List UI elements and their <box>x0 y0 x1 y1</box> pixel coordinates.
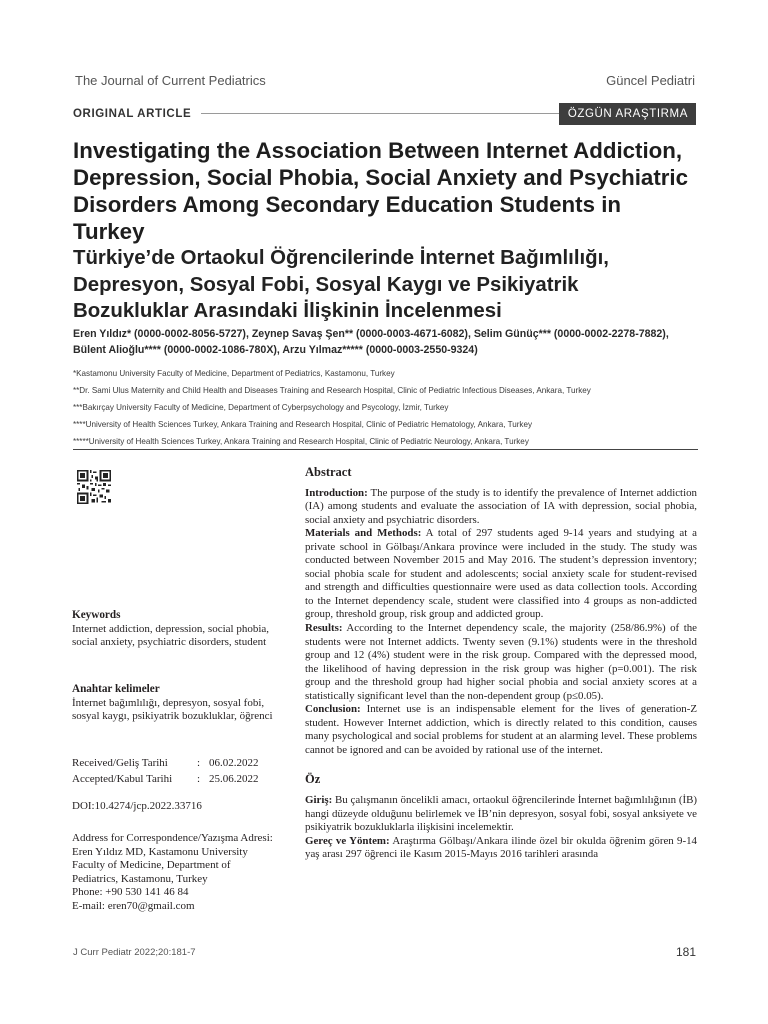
received-label: Received/Geliş Tarihi <box>72 757 168 769</box>
conclusion-text: Internet use is an indispensable element for the lives of generation-Z student. However Internet addiction, which is directly related to this condition, causes many psychological and social problems for student at an alarming level. These problems cannot be ignored and can be avoided by rational use of the internet. <box>305 703 697 756</box>
affiliation-item: **Dr. Sami Ulus Maternity and Child Health and Diseases Training and Research Hospital, Clinic of Pediatric Infectious Diseases, Ankara, Turkey <box>73 386 591 395</box>
keywords-block <box>72 609 287 650</box>
qr-code-icon <box>77 470 111 504</box>
accepted-label: Accepted/Kabul Tarihi <box>72 772 173 785</box>
keywords-text: Internet addiction, depression, social phobia, social anxiety, psychiatric disorders, student <box>72 622 270 648</box>
article-type-tr: ÖZGÜN ARAŞTIRMA <box>559 103 696 125</box>
accepted-row <box>72 772 287 788</box>
correspondence-address <box>72 832 287 914</box>
address-line: Faculty of Medicine, Department of <box>72 859 231 872</box>
affiliation-item: *****University of Health Sciences Turkey, Ankara Training and Research Hospital, Clinic of Pediatric Neurology, Ankara, Turkey <box>73 437 529 446</box>
intro-label: Introduction: <box>305 486 368 499</box>
journal-name-en: The Journal of Current Pediatrics <box>75 73 266 88</box>
affiliation-item: ***Bakırçay University Faculty of Medicine, Department of Cyberpsychology and Psycology, İzmir, Turkey <box>73 403 449 412</box>
received-date: 06.02.2022 <box>209 757 259 769</box>
section-divider <box>73 449 698 450</box>
footer-citation: J Curr Pediatr 2022;20:181-7 <box>73 947 196 958</box>
received-row <box>72 756 287 772</box>
address-line: Address for Correspondence/Yazışma Adresi: <box>72 832 273 844</box>
address-email: E-mail: eren70@gmail.com <box>72 899 195 912</box>
address-line: Eren Yıldız MD, Kastamonu University <box>72 845 248 858</box>
accepted-separator: : <box>197 772 201 785</box>
journal-header <box>75 73 695 91</box>
article-type-bar <box>73 103 696 125</box>
abstract-introduction <box>305 487 697 528</box>
methods-text: A total of 297 students aged 9-14 years and studying at a private school in Gölbaşı/Ankara province were included in the study. The study was conducted between November 2015 and May 2016. The student’s depression inventory; social phobia scale for student and adolescents; social anxiety scale for student-revised and strength and difficulties questionnaire were used as data collection tools. According to the Internet dependency scale, student were classified into 4 groups as non-addicted group, threshold group, risk group and addicted group. <box>305 527 697 621</box>
received-separator: : <box>197 757 201 769</box>
abstract-heading: Abstract <box>305 465 352 479</box>
title-english: Investigating the Association Between Internet Addiction, Depression, Social Phobia, Social Anxiety and Psychiatric Disorders Among Secondary Education Students in Turkey <box>73 138 689 244</box>
anahtar-kelimeler-heading: Anahtar kelimeler <box>72 683 160 695</box>
results-label: Results: <box>305 622 343 635</box>
giris-label: Giriş: <box>305 794 333 807</box>
abstract-results <box>305 622 697 703</box>
oz-giris <box>305 794 697 835</box>
abstract-methods <box>305 527 697 622</box>
address-phone: Phone: +90 530 141 46 84 <box>72 886 189 899</box>
doi: DOI:10.4274/jcp.2022.33716 <box>72 800 202 812</box>
affiliation-item: *Kastamonu University Faculty of Medicine, Department of Pediatrics, Kastamonu, Turkey <box>73 369 395 378</box>
gerec-label: Gereç ve Yöntem: <box>305 834 390 847</box>
anahtar-kelimeler-text: İnternet bağımlılığı, depresyon, sosyal fobi, sosyal kaygı, psikiyatrik bozukluklar, öğrenci <box>72 696 273 722</box>
oz-heading: Öz <box>305 772 321 787</box>
article-type-en: ORIGINAL ARTICLE <box>73 103 201 125</box>
oz-gerec <box>305 835 697 862</box>
giris-text: Bu çalışmanın öncelikli amacı, ortaokul öğrencilerinde İnternet bağımlılığının (İB) hangi düzeyde olduğunu belirlemek ve İB’nin depresyon, sosyal fobi, sosyal anksiyete ve psikiyatrik bozukluklarla ilişkisini incelemektir. <box>305 794 697 834</box>
affiliation-item: ****University of Health Sciences Turkey, Ankara Training and Research Hospital, Clinic of Pediatric Hematology, Ankara, Turkey <box>73 420 533 429</box>
conclusion-label: Conclusion: <box>305 703 361 716</box>
page-footer <box>73 946 696 960</box>
keywords-heading: Keywords <box>72 609 121 621</box>
title-turkish: Türkiye’de Ortaokul Öğrencilerinde İnternet Bağımlılığı, Depresyon, Sosyal Fobi, Sosyal Kaygı ve Psikiyatrik Bozukluklar Arasındaki İlişkinin İncelenmesi <box>73 247 609 322</box>
abstract-conclusion <box>305 703 697 757</box>
abstract-column <box>305 466 697 862</box>
anahtar-kelimeler-block <box>72 683 287 724</box>
gerec-text: Araştırma Gölbaşı/Ankara ilinde özel bir okulda öğrenim gören 9-14 yaş arası 297 öğrenci ile Kasım 2015-Mayıs 2016 tarihleri arasında <box>305 834 697 861</box>
affiliation-list <box>73 365 698 450</box>
page-number: 181 <box>675 945 696 959</box>
intro-text: The purpose of the study is to identify the prevalence of Internet addiction (IA) among students and evaluate the association of IA with depression, social phobia, social anxiety and psychiatric disorders. <box>305 486 697 526</box>
author-list: Eren Yıldız* (0000-0002-8056-5727), Zeynep Savaş Şen** (0000-0003-4671-6082), Selim Günüç*** (0000-0002-2278-7882), Bülent Alioğlu**** (0000-0002-1086-780X), Arzu Yılmaz***** (0000-0003-2550-9324) <box>73 328 669 356</box>
address-line: Pediatrics, Kastamonu, Turkey <box>72 872 208 885</box>
journal-name-tr: Güncel Pediatri <box>606 73 695 88</box>
accepted-date: 25.06.2022 <box>209 772 259 785</box>
dates-block <box>72 756 287 787</box>
results-text: According to the Internet dependency scale, the majority (258/86.9%) of the students were not Internet addicts. Twenty seven (9.1%) students were in the threshold group and 12 (4%) student were in the risk group. Compared with the depressed mood, the likelihood of having depression in the risk group was higher (p=0.001). The risk group and the threshold group had higher social phobia and social anxiety scores at a statistically significant level than the non-dependent group (p≤0.05). <box>305 622 697 702</box>
methods-label: Materials and Methods: <box>305 527 422 540</box>
